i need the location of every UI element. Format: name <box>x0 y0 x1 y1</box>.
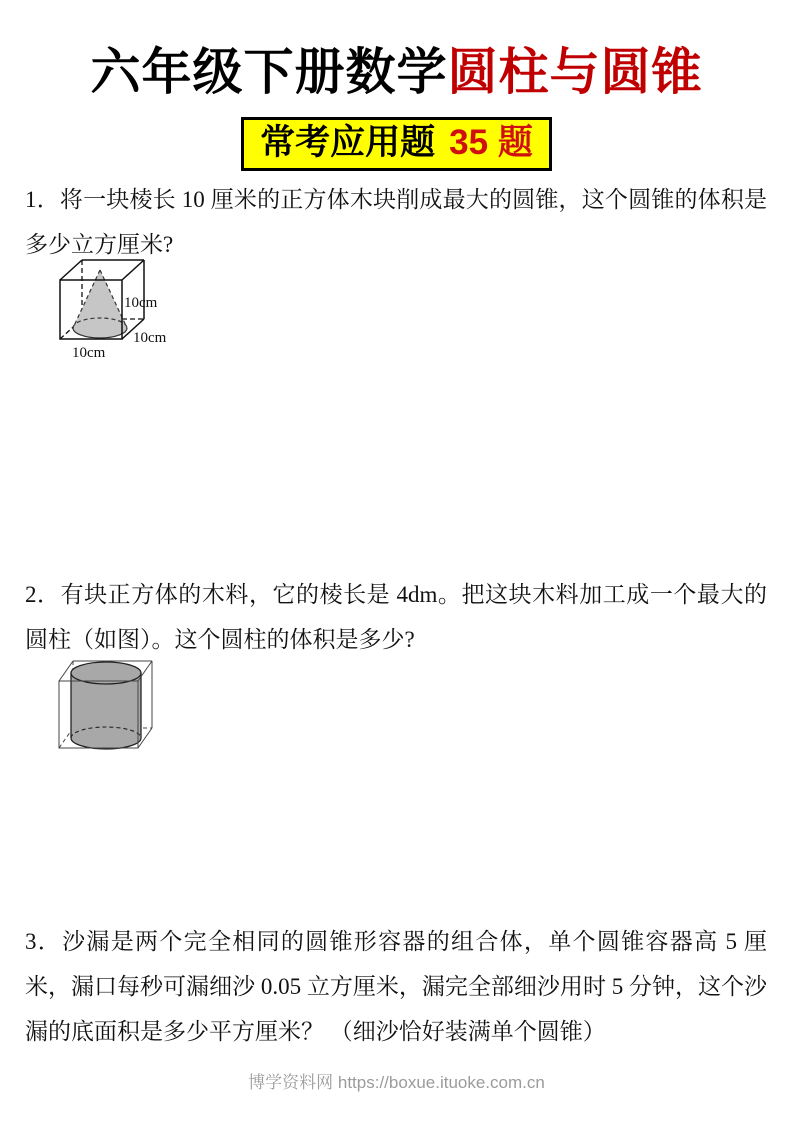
fig1-label-depth: 10cm <box>133 330 167 346</box>
page-title-black: 六年级下册数学 <box>90 44 448 100</box>
footer-watermark: 博学资料网 https://boxue.ituoke.com.cn <box>248 1073 545 1092</box>
badge-row <box>0 117 793 171</box>
fig1-label-height: 10cm <box>124 295 158 311</box>
page-title <box>0 44 793 102</box>
topic-badge <box>241 117 552 171</box>
topic-badge-count: 35 题 <box>449 123 533 162</box>
page-title-red: 圆柱与圆锥 <box>447 44 703 100</box>
figure-cube-cylinder <box>55 650 200 765</box>
fig1-label-width: 10cm <box>72 345 106 361</box>
problem-3-text: 3．沙漏是两个完全相同的圆锥形容器的组合体，单个圆锥容器高 5 厘米，漏口每秒可漏细沙 0.05 立方厘米，漏完全部细沙用时 5 分钟，这个沙漏的底面积是多少平方厘米？ （细沙恰好装满单个圆锥） <box>25 929 767 1044</box>
figure-cube-cone <box>54 258 214 370</box>
problem-2-text: 2．有块正方体的木料，它的棱长是 4dm。把这块木料加工成一个最大的圆柱（如图）。这个圆柱的体积是多少? <box>25 582 767 652</box>
problem-1-text: 1．将一块棱长 10 厘米的正方体木块削成最大的圆锥，这个圆锥的体积是多少立方厘米? <box>25 187 767 257</box>
cylinder-shape <box>71 662 141 749</box>
topic-badge-label: 常考应用题 <box>260 123 436 162</box>
